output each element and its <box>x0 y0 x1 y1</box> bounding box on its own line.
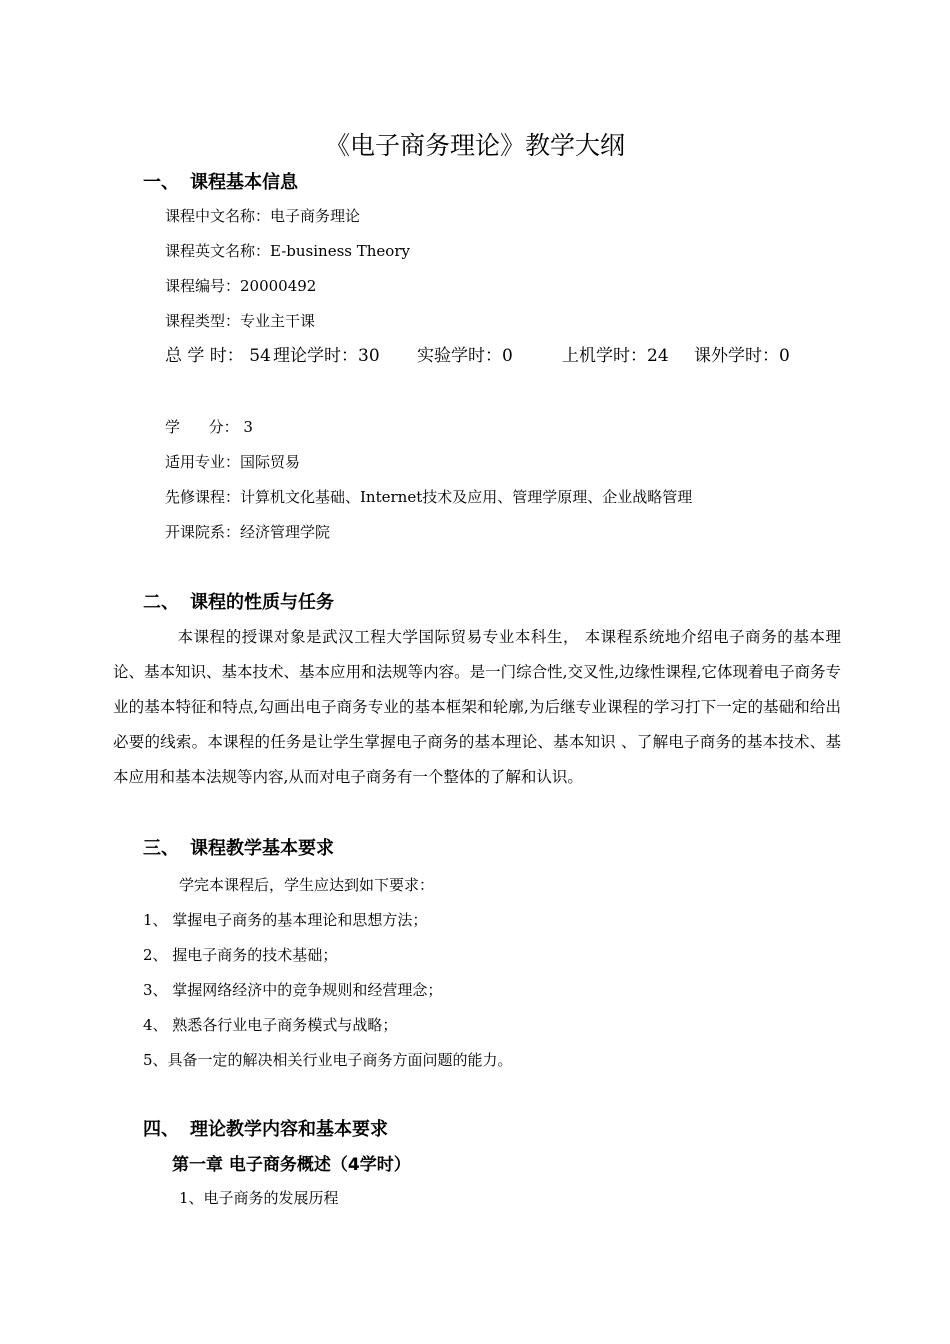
section-number: 三、 <box>143 838 179 859</box>
requirement-item: 3、 掌握网络经济中的竞争规则和经营理念； <box>143 981 443 999</box>
requirement-item: 1、 掌握电子商务的基本理论和思想方法； <box>143 911 428 929</box>
requirement-item: 2、 握电子商务的技术基础； <box>143 946 338 964</box>
course-credits: 学 分： 3 <box>165 418 253 436</box>
section-title: 课程的性质与任务 <box>190 592 334 613</box>
section-number: 四、 <box>143 1119 179 1140</box>
course-en-name: 课程英文名称：E-business Theory <box>165 242 410 260</box>
course-prerequisites: 先修课程：计算机文化基础、Internet技术及应用、管理学原理、企业战略管理 <box>165 488 693 506</box>
nature-text: 本课程的授课对象是武汉工程大学国际贸易专业本科生， 本课程系统地介绍电子商务的基本理论、基本知识、基本技术、基本应用和法规等内容。是一门综合性,交叉性,边缘性课程,它体现着电子商务专业的基本特征和特点,勾画出电子商务专业的基本框架和轮廓,为后继专业课程的学习打下一定的基础和给出必要的线索。本课程的任务是让学生掌握电子商务的基本理论、基本知识 、了解电子商务的基本技术、基本应用和基本法规等内容,从而对电子商务有一个整体的了解和认识。 <box>113 628 841 786</box>
section-title: 理论教学内容和基本要求 <box>190 1119 388 1140</box>
extra-hours: 课外学时：0 <box>694 346 790 366</box>
section-number: 二、 <box>143 592 179 613</box>
requirements-intro: 学完本课程后，学生应达到如下要求： <box>179 876 435 894</box>
computer-hours: 上机学时：24 <box>562 346 669 366</box>
course-code: 课程编号：20000492 <box>165 277 317 295</box>
course-department: 开课院系：经济管理学院 <box>165 523 331 541</box>
chapter-item: 1、电子商务的发展历程 <box>179 1189 339 1207</box>
section-title: 课程教学基本要求 <box>190 838 334 859</box>
section-heading-2 <box>143 590 334 616</box>
course-major: 适用专业：国际贸易 <box>165 453 301 471</box>
section-heading-1 <box>143 170 298 196</box>
requirement-item: 5、具备一定的解决相关行业电子商务方面问题的能力。 <box>143 1051 513 1069</box>
section-heading-3 <box>143 836 334 862</box>
lab-hours: 实验学时：0 <box>417 346 513 366</box>
course-cn-name: 课程中文名称：电子商务理论 <box>165 207 361 225</box>
total-hours: 总 学 时： 54 <box>165 346 271 366</box>
course-type: 课程类型：专业主干课 <box>165 312 316 330</box>
section-heading-4 <box>143 1117 388 1143</box>
nature-paragraph <box>113 620 841 795</box>
theory-hours: 理论学时：30 <box>273 346 380 366</box>
section-number: 一、 <box>143 172 179 193</box>
course-hours <box>165 345 790 367</box>
document-title: 《电子商务理论》教学大纲 <box>324 131 625 160</box>
chapter-heading: 第一章 电子商务概述（4学时） <box>172 1155 411 1175</box>
requirement-item: 4、 熟悉各行业电子商务模式与战略； <box>143 1016 398 1034</box>
section-title: 课程基本信息 <box>190 172 298 193</box>
